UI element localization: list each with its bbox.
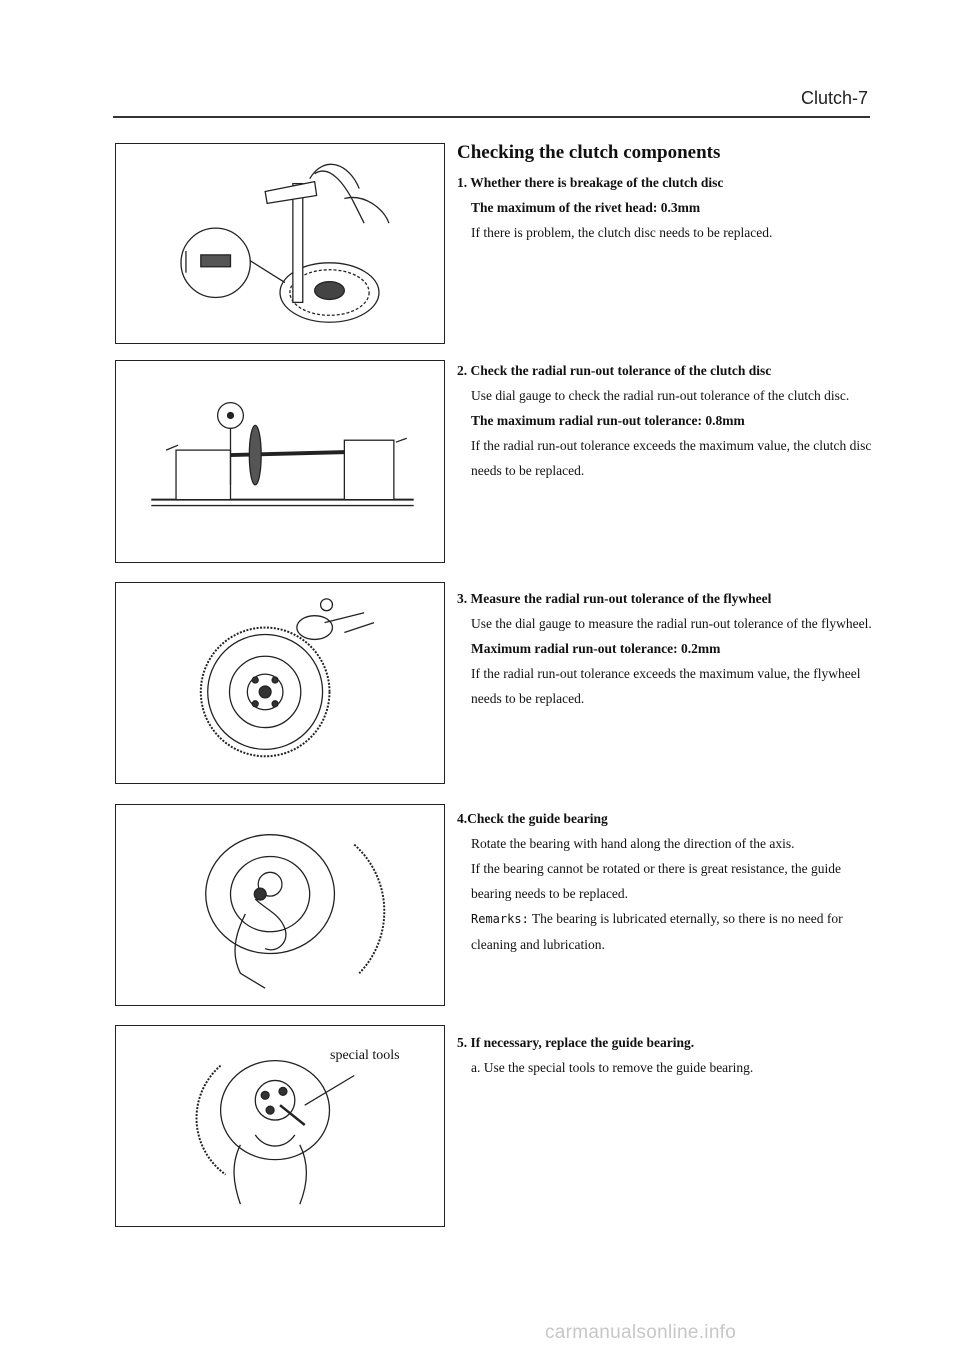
figure-clutch-disc-caliper (115, 143, 445, 344)
step-2-note: If the radial run-out tolerance exceeds the maximum value, the clutch disc needs to be replaced. (471, 438, 872, 478)
clutch-disc-caliper-illustration (116, 144, 444, 343)
step-5-block (457, 1030, 877, 1080)
watermark-text: carmanualsonline.info (545, 1322, 737, 1343)
runout-bench-illustration (116, 361, 444, 562)
figure-clutch-disc-runout-bench (115, 360, 445, 563)
step-1-note: If there is problem, the clutch disc needs to be replaced. (471, 225, 773, 240)
header-divider (113, 116, 870, 118)
step-4-note: If the bearing cannot be rotated or there is great resistance, the guide bearing needs to be replaced. (471, 861, 841, 901)
step-4-block (457, 806, 877, 957)
step-3-spec: Maximum radial run-out tolerance: 0.2mm (471, 641, 721, 656)
step-3-note: If the radial run-out tolerance exceeds the maximum value, the flywheel needs to be replaced. (471, 666, 861, 706)
step-2-block (457, 358, 877, 483)
special-tools-callout: special tools (330, 1048, 400, 1063)
step-4-remarks (457, 906, 877, 957)
page-header-title: Clutch-7 (800, 88, 868, 108)
step-3-title: 3. Measure the radial run-out tolerance of the flywheel (457, 591, 772, 606)
step-5-substep (457, 1055, 877, 1080)
figure-guide-bearing-check (115, 804, 445, 1006)
section-heading: Checking the clutch components (457, 142, 721, 163)
step-3-instruction: Use the dial gauge to measure the radial run-out tolerance of the flywheel. (471, 616, 872, 631)
step-1-spec: The maximum of the rivet head: 0.3mm (471, 200, 701, 215)
step-3-block (457, 586, 877, 711)
step-1-title: 1. Whether there is breakage of the clutch disc (457, 175, 724, 190)
substep-label: a. (471, 1060, 481, 1075)
step-4-title: 4.Check the guide bearing (457, 811, 608, 826)
step-2-title: 2. Check the radial run-out tolerance of the clutch disc (457, 363, 772, 378)
step-5-title: 5. If necessary, replace the guide bearing. (457, 1035, 695, 1050)
figure-flywheel-runout (115, 582, 445, 784)
step-1-block (457, 140, 877, 245)
step-4-instruction: Rotate the bearing with hand along the direction of the axis. (471, 836, 795, 851)
remarks-text: The bearing is lubricated eternally, so there is no need for cleaning and lubrication. (471, 911, 843, 952)
step-2-spec: The maximum radial run-out tolerance: 0.8mm (471, 413, 745, 428)
step-2-instruction: Use dial gauge to check the radial run-out tolerance of the clutch disc. (471, 388, 850, 403)
remarks-label: Remarks: (471, 912, 529, 926)
flywheel-runout-illustration (116, 583, 444, 783)
guide-bearing-check-illustration (116, 805, 444, 1005)
substep-text: Use the special tools to remove the guide bearing. (483, 1060, 754, 1075)
